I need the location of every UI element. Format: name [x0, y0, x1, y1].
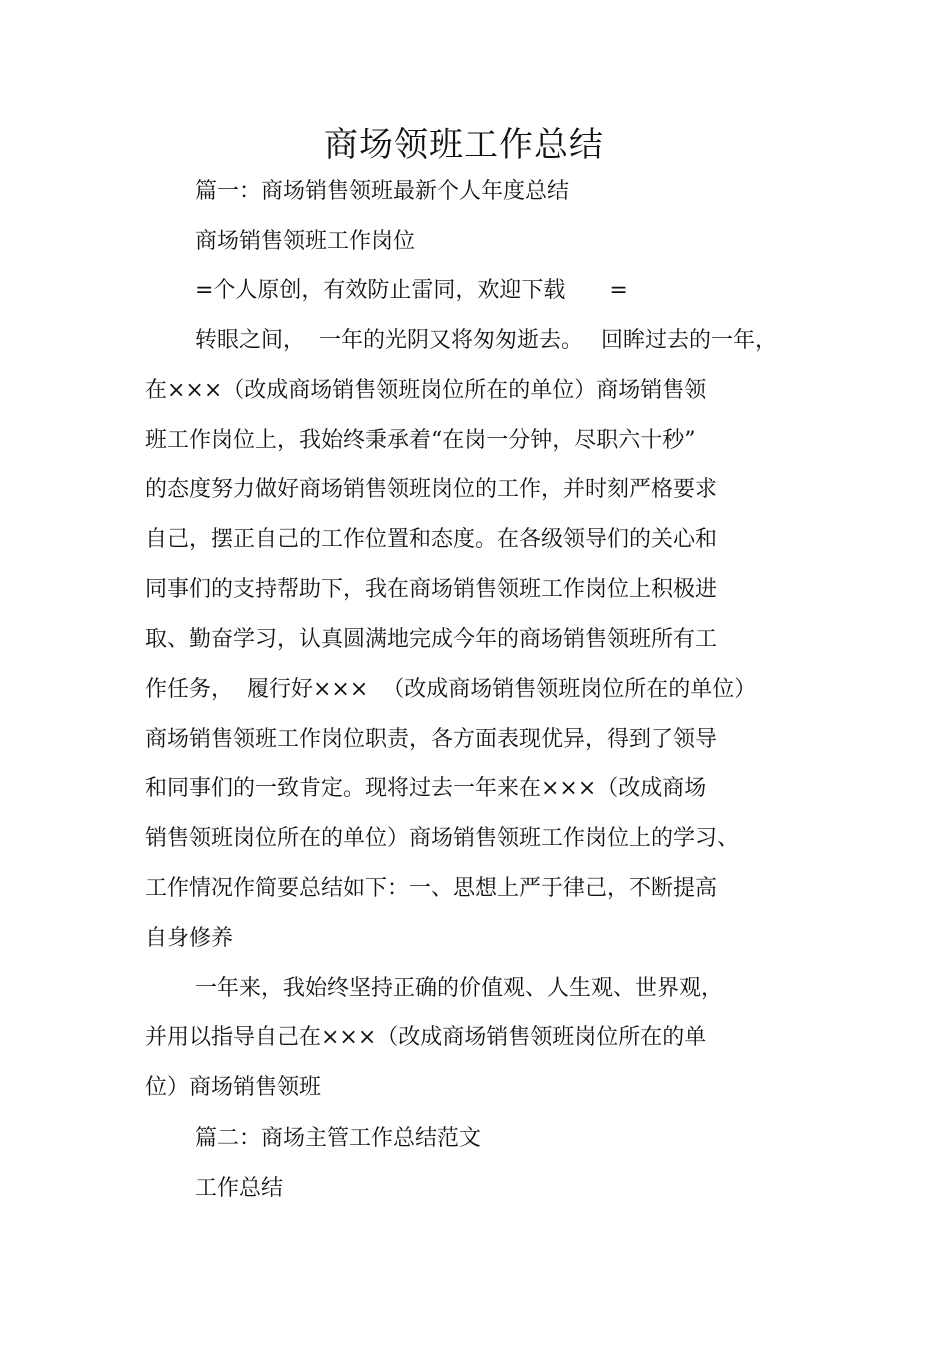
text-line: 自己，摆正自己的工作位置和态度。在各级领导们的关心和: [145, 527, 718, 552]
text-line: 商场销售领班工作岗位: [195, 229, 416, 254]
text-line: 自身修养: [145, 926, 234, 951]
text-line: 取、勤奋学习，认真圆满地完成今年的商场销售领班所有工: [145, 627, 718, 652]
text-line: 转眼之间， 一年的光阴又将匆匆逝去。 回眸过去的一年，: [195, 328, 777, 353]
text-line: 商场销售领班工作岗位职责，各方面表现优异，得到了领导: [145, 727, 718, 752]
text-line: 工作总结: [195, 1176, 284, 1201]
text-line: 销售领班岗位所在的单位）商场销售领班工作岗位上的学习、: [145, 826, 740, 851]
text-line: 并用以指导自己在×××（改成商场销售领班岗位所在的单: [145, 1025, 707, 1050]
text-line: 篇一：商场销售领班最新个人年度总结: [195, 179, 570, 204]
text-line: 位）商场销售领班: [145, 1075, 322, 1100]
text-line: 的态度努力做好商场销售领班岗位的工作，并时刻严格要求: [145, 477, 718, 502]
text-line: 篇二：商场主管工作总结范文: [195, 1126, 482, 1151]
document-title: 商场领班工作总结: [324, 125, 604, 165]
text-line: 在×××（改成商场销售领班岗位所在的单位）商场销售领: [145, 378, 707, 403]
text-line: 一年来，我始终坚持正确的价值观、人生观、世界观，: [195, 976, 724, 1001]
text-line: =个人原创，有效防止雷同，欢迎下载 =: [195, 278, 628, 303]
text-line: 工作情况作简要总结如下：一、思想上严于律己，不断提高: [145, 876, 718, 901]
text-line: 同事们的支持帮助下，我在商场销售领班工作岗位上积极进: [145, 577, 718, 602]
text-line: 班工作岗位上，我始终秉承着“在岗一分钟，尽职六十秒”: [145, 428, 696, 453]
text-line: 作任务， 履行好××× （改成商场销售领班岗位所在的单位）: [145, 677, 757, 702]
text-line: 和同事们的一致肯定。现将过去一年来在×××（改成商场: [145, 776, 707, 801]
